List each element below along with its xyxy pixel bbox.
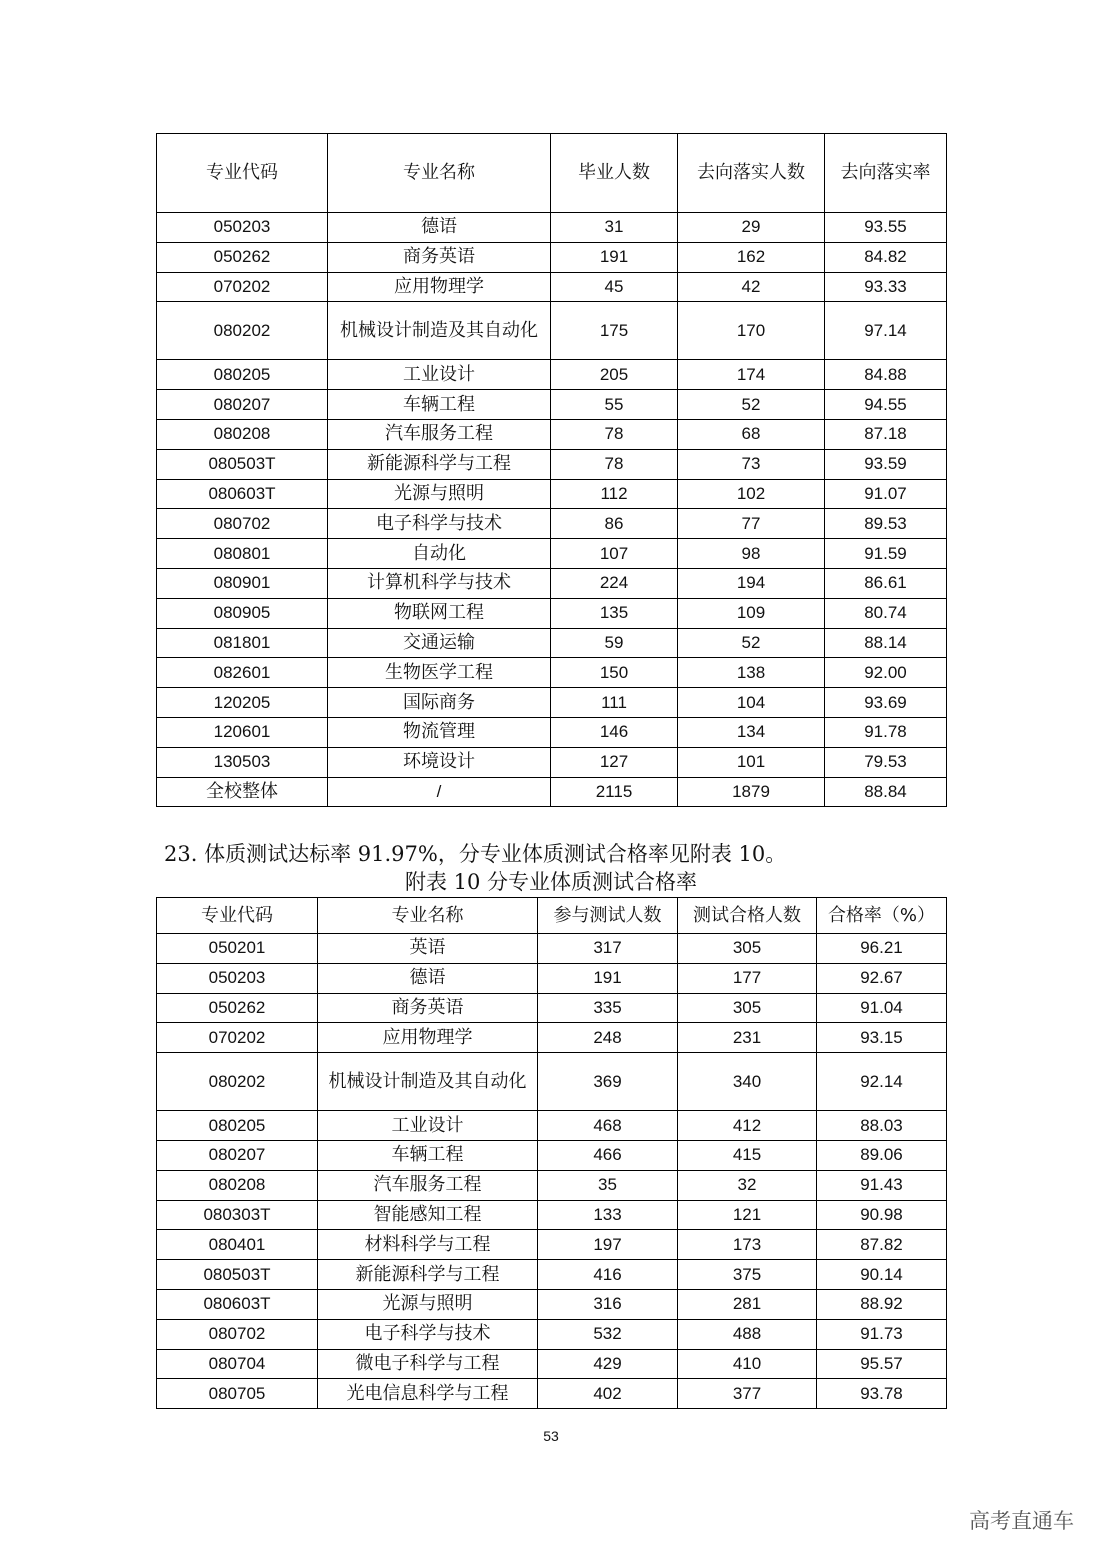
table-cell: 78 bbox=[551, 419, 678, 449]
table-cell: 97.14 bbox=[825, 302, 947, 360]
column-header: 去向落实人数 bbox=[678, 134, 825, 213]
table-cell: 91.78 bbox=[825, 717, 947, 747]
table-cell: 050203 bbox=[157, 963, 318, 993]
fitness-table bbox=[156, 897, 947, 1409]
table-cell: 102 bbox=[678, 479, 825, 509]
table-cell: 194 bbox=[678, 568, 825, 598]
table-row bbox=[157, 302, 947, 360]
table-row bbox=[157, 658, 947, 688]
table-cell: 335 bbox=[538, 993, 678, 1023]
table-cell: 080603T bbox=[157, 479, 328, 509]
table-cell: 369 bbox=[538, 1053, 678, 1111]
table-cell: 133 bbox=[538, 1200, 678, 1230]
table-cell: 93.59 bbox=[825, 449, 947, 479]
table-cell: 计算机科学与技术 bbox=[328, 568, 551, 598]
table-cell: 90.14 bbox=[817, 1260, 947, 1290]
table-row bbox=[157, 539, 947, 569]
table-cell: 080702 bbox=[157, 1319, 318, 1349]
table-cell: 130503 bbox=[157, 747, 328, 777]
table-cell: 91.73 bbox=[817, 1319, 947, 1349]
table-cell: 自动化 bbox=[328, 539, 551, 569]
column-header: 合格率（%） bbox=[817, 898, 947, 934]
table-cell: 305 bbox=[678, 934, 817, 964]
table-cell: 77 bbox=[678, 509, 825, 539]
table-row bbox=[157, 1053, 947, 1111]
table-cell: 080401 bbox=[157, 1230, 318, 1260]
table-cell: 88.03 bbox=[817, 1111, 947, 1141]
table-cell: 42 bbox=[678, 272, 825, 302]
table-cell: 488 bbox=[678, 1319, 817, 1349]
table-cell: 电子科学与技术 bbox=[328, 509, 551, 539]
table-cell: 环境设计 bbox=[328, 747, 551, 777]
table-row bbox=[157, 963, 947, 993]
table-cell: 120601 bbox=[157, 717, 328, 747]
column-header: 毕业人数 bbox=[551, 134, 678, 213]
table-cell: 070202 bbox=[157, 272, 328, 302]
table-cell: 汽车服务工程 bbox=[328, 419, 551, 449]
table-cell: 080705 bbox=[157, 1379, 318, 1409]
table-cell: / bbox=[328, 777, 551, 807]
table-cell: 光源与照明 bbox=[328, 479, 551, 509]
table-cell: 162 bbox=[678, 242, 825, 272]
table-cell: 工业设计 bbox=[318, 1111, 538, 1141]
table-cell: 光源与照明 bbox=[318, 1289, 538, 1319]
table-cell: 080208 bbox=[157, 419, 328, 449]
table-cell: 93.33 bbox=[825, 272, 947, 302]
table-row bbox=[157, 717, 947, 747]
table-cell: 68 bbox=[678, 419, 825, 449]
table-cell: 79.53 bbox=[825, 747, 947, 777]
table-cell: 205 bbox=[551, 360, 678, 390]
table-cell: 91.07 bbox=[825, 479, 947, 509]
table-cell: 新能源科学与工程 bbox=[318, 1260, 538, 1290]
column-header: 参与测试人数 bbox=[538, 898, 678, 934]
table-cell: 197 bbox=[538, 1230, 678, 1260]
table-cell: 050201 bbox=[157, 934, 318, 964]
table-cell: 050262 bbox=[157, 242, 328, 272]
table-cell: 080905 bbox=[157, 598, 328, 628]
table-row bbox=[157, 1349, 947, 1379]
table-cell: 107 bbox=[551, 539, 678, 569]
table-cell: 机械设计制造及其自动化 bbox=[328, 302, 551, 360]
table-row bbox=[157, 688, 947, 718]
table-cell: 59 bbox=[551, 628, 678, 658]
table-cell: 商务英语 bbox=[328, 242, 551, 272]
table-row bbox=[157, 1023, 947, 1053]
column-header: 专业名称 bbox=[318, 898, 538, 934]
table-cell: 国际商务 bbox=[328, 688, 551, 718]
table-cell: 交通运输 bbox=[328, 628, 551, 658]
table-cell: 080702 bbox=[157, 509, 328, 539]
table-row bbox=[157, 213, 947, 243]
table-cell: 93.69 bbox=[825, 688, 947, 718]
table-cell: 材料科学与工程 bbox=[318, 1230, 538, 1260]
table-cell: 车辆工程 bbox=[318, 1140, 538, 1170]
table-row bbox=[157, 1230, 947, 1260]
table-header-row bbox=[157, 134, 947, 213]
table-cell: 080202 bbox=[157, 1053, 318, 1111]
table-cell: 080303T bbox=[157, 1200, 318, 1230]
table-cell: 93.78 bbox=[817, 1379, 947, 1409]
table-cell: 173 bbox=[678, 1230, 817, 1260]
column-header: 专业代码 bbox=[157, 134, 328, 213]
table-cell: 150 bbox=[551, 658, 678, 688]
table-cell: 1879 bbox=[678, 777, 825, 807]
table-cell: 91.43 bbox=[817, 1170, 947, 1200]
table-cell: 080205 bbox=[157, 360, 328, 390]
table-row bbox=[157, 1140, 947, 1170]
table-row bbox=[157, 509, 947, 539]
table-row bbox=[157, 390, 947, 420]
table-cell: 汽车服务工程 bbox=[318, 1170, 538, 1200]
table-cell: 52 bbox=[678, 390, 825, 420]
table-cell: 91.04 bbox=[817, 993, 947, 1023]
table-cell: 104 bbox=[678, 688, 825, 718]
table-cell: 080208 bbox=[157, 1170, 318, 1200]
table-cell: 89.06 bbox=[817, 1140, 947, 1170]
table-row bbox=[157, 1289, 947, 1319]
table-cell: 134 bbox=[678, 717, 825, 747]
table-cell: 32 bbox=[678, 1170, 817, 1200]
table-cell: 410 bbox=[678, 1349, 817, 1379]
table-cell: 375 bbox=[678, 1260, 817, 1290]
table-row bbox=[157, 568, 947, 598]
table-cell: 光电信息科学与工程 bbox=[318, 1379, 538, 1409]
table-cell: 84.88 bbox=[825, 360, 947, 390]
table-row bbox=[157, 1319, 947, 1349]
table-cell: 生物医学工程 bbox=[328, 658, 551, 688]
table-cell: 248 bbox=[538, 1023, 678, 1053]
table-cell: 340 bbox=[678, 1053, 817, 1111]
table-cell: 081801 bbox=[157, 628, 328, 658]
table-cell: 429 bbox=[538, 1349, 678, 1379]
table-cell: 120205 bbox=[157, 688, 328, 718]
table-cell: 89.53 bbox=[825, 509, 947, 539]
table-cell: 112 bbox=[551, 479, 678, 509]
table-cell: 95.57 bbox=[817, 1349, 947, 1379]
table-cell: 88.92 bbox=[817, 1289, 947, 1319]
table-cell: 88.14 bbox=[825, 628, 947, 658]
table-row bbox=[157, 1379, 947, 1409]
table-row bbox=[157, 598, 947, 628]
table-cell: 191 bbox=[551, 242, 678, 272]
table-cell: 080901 bbox=[157, 568, 328, 598]
table-cell: 87.18 bbox=[825, 419, 947, 449]
table-row bbox=[157, 1200, 947, 1230]
table-cell: 智能感知工程 bbox=[318, 1200, 538, 1230]
table-cell: 468 bbox=[538, 1111, 678, 1141]
table-cell: 92.67 bbox=[817, 963, 947, 993]
table-cell: 车辆工程 bbox=[328, 390, 551, 420]
table-cell: 88.84 bbox=[825, 777, 947, 807]
table-cell: 德语 bbox=[328, 213, 551, 243]
table-cell: 应用物理学 bbox=[328, 272, 551, 302]
table-cell: 86 bbox=[551, 509, 678, 539]
table-cell: 121 bbox=[678, 1200, 817, 1230]
table-cell: 224 bbox=[551, 568, 678, 598]
table-cell: 91.59 bbox=[825, 539, 947, 569]
table-row bbox=[157, 242, 947, 272]
table-cell: 466 bbox=[538, 1140, 678, 1170]
table-cell: 工业设计 bbox=[328, 360, 551, 390]
table-cell: 174 bbox=[678, 360, 825, 390]
table-cell: 146 bbox=[551, 717, 678, 747]
table-cell: 52 bbox=[678, 628, 825, 658]
table-cell: 532 bbox=[538, 1319, 678, 1349]
table-cell: 微电子科学与工程 bbox=[318, 1349, 538, 1379]
column-header: 专业代码 bbox=[157, 898, 318, 934]
table-cell: 80.74 bbox=[825, 598, 947, 628]
table-cell: 138 bbox=[678, 658, 825, 688]
fitness-paragraph: 23. 体质测试达标率 91.97%，分专业体质测试合格率见附表 10。 bbox=[164, 842, 787, 866]
table-cell: 080207 bbox=[157, 1140, 318, 1170]
table-cell: 90.98 bbox=[817, 1200, 947, 1230]
table-cell: 电子科学与技术 bbox=[318, 1319, 538, 1349]
employment-table bbox=[156, 133, 947, 807]
table-cell: 080202 bbox=[157, 302, 328, 360]
table-cell: 050203 bbox=[157, 213, 328, 243]
table-row bbox=[157, 747, 947, 777]
table-cell: 55 bbox=[551, 390, 678, 420]
table2-caption: 附表 10 分专业体质测试合格率 bbox=[404, 870, 698, 894]
table-cell: 305 bbox=[678, 993, 817, 1023]
table-cell: 281 bbox=[678, 1289, 817, 1319]
table-cell: 080207 bbox=[157, 390, 328, 420]
table-cell: 101 bbox=[678, 747, 825, 777]
table-cell: 416 bbox=[538, 1260, 678, 1290]
table-row bbox=[157, 934, 947, 964]
table-cell: 177 bbox=[678, 963, 817, 993]
table-cell: 127 bbox=[551, 747, 678, 777]
table-row bbox=[157, 1111, 947, 1141]
table-cell: 415 bbox=[678, 1140, 817, 1170]
table-cell: 080205 bbox=[157, 1111, 318, 1141]
table-row bbox=[157, 993, 947, 1023]
table-cell: 316 bbox=[538, 1289, 678, 1319]
table-cell: 应用物理学 bbox=[318, 1023, 538, 1053]
table-cell: 135 bbox=[551, 598, 678, 628]
table-cell: 新能源科学与工程 bbox=[328, 449, 551, 479]
table-cell: 175 bbox=[551, 302, 678, 360]
table-cell: 45 bbox=[551, 272, 678, 302]
table-cell: 商务英语 bbox=[318, 993, 538, 1023]
table-row bbox=[157, 449, 947, 479]
page-number: 53 bbox=[543, 1428, 559, 1444]
table-row bbox=[157, 479, 947, 509]
table-row bbox=[157, 1260, 947, 1290]
table-row bbox=[157, 628, 947, 658]
table-cell: 231 bbox=[678, 1023, 817, 1053]
table-row bbox=[157, 777, 947, 807]
table-cell: 109 bbox=[678, 598, 825, 628]
table-cell: 402 bbox=[538, 1379, 678, 1409]
table-cell: 86.61 bbox=[825, 568, 947, 598]
table-cell: 英语 bbox=[318, 934, 538, 964]
table-cell: 377 bbox=[678, 1379, 817, 1409]
table-cell: 317 bbox=[538, 934, 678, 964]
table-cell: 2115 bbox=[551, 777, 678, 807]
table-row bbox=[157, 360, 947, 390]
watermark: 高考直通车 bbox=[969, 1509, 1074, 1533]
table-cell: 412 bbox=[678, 1111, 817, 1141]
table-row bbox=[157, 272, 947, 302]
table-cell: 080603T bbox=[157, 1289, 318, 1319]
table-cell: 98 bbox=[678, 539, 825, 569]
table-cell: 080503T bbox=[157, 1260, 318, 1290]
table-cell: 080704 bbox=[157, 1349, 318, 1379]
table-row bbox=[157, 1170, 947, 1200]
table-cell: 92.14 bbox=[817, 1053, 947, 1111]
table-cell: 93.55 bbox=[825, 213, 947, 243]
column-header: 专业名称 bbox=[328, 134, 551, 213]
table-cell: 机械设计制造及其自动化 bbox=[318, 1053, 538, 1111]
table-cell: 96.21 bbox=[817, 934, 947, 964]
column-header: 去向落实率 bbox=[825, 134, 947, 213]
table-cell: 92.00 bbox=[825, 658, 947, 688]
table-cell: 78 bbox=[551, 449, 678, 479]
table-cell: 080503T bbox=[157, 449, 328, 479]
column-header: 测试合格人数 bbox=[678, 898, 817, 934]
table-cell: 物流管理 bbox=[328, 717, 551, 747]
table-cell: 31 bbox=[551, 213, 678, 243]
table-cell: 物联网工程 bbox=[328, 598, 551, 628]
table-cell: 070202 bbox=[157, 1023, 318, 1053]
table-cell: 170 bbox=[678, 302, 825, 360]
table-cell: 29 bbox=[678, 213, 825, 243]
table-cell: 191 bbox=[538, 963, 678, 993]
table-cell: 080801 bbox=[157, 539, 328, 569]
table-cell: 德语 bbox=[318, 963, 538, 993]
table-cell: 93.15 bbox=[817, 1023, 947, 1053]
table-cell: 050262 bbox=[157, 993, 318, 1023]
table-cell: 111 bbox=[551, 688, 678, 718]
table-cell: 84.82 bbox=[825, 242, 947, 272]
table-cell: 35 bbox=[538, 1170, 678, 1200]
table-cell: 73 bbox=[678, 449, 825, 479]
table-row bbox=[157, 419, 947, 449]
table-cell: 94.55 bbox=[825, 390, 947, 420]
table-cell: 全校整体 bbox=[157, 777, 328, 807]
table-cell: 87.82 bbox=[817, 1230, 947, 1260]
table-cell: 082601 bbox=[157, 658, 328, 688]
table-header-row bbox=[157, 898, 947, 934]
